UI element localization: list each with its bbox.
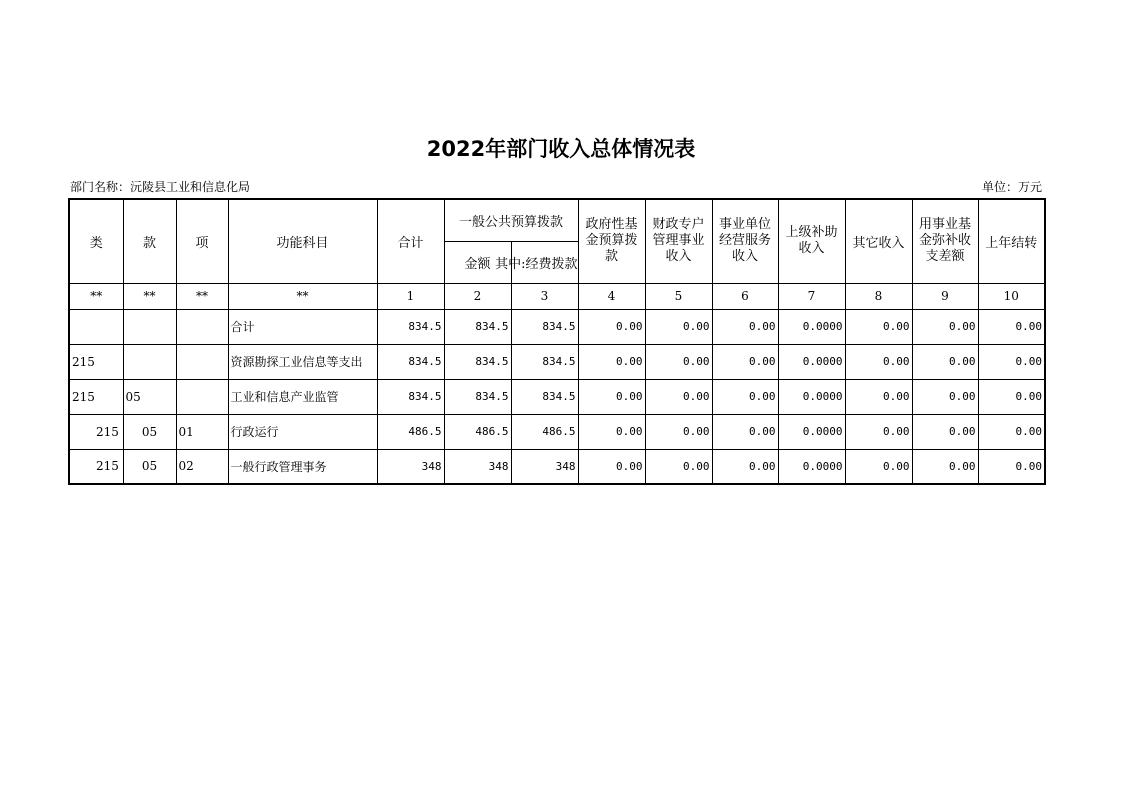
cell-total: 834.5 xyxy=(377,309,444,344)
cell-col9: 0.00 xyxy=(912,344,978,379)
cell-col6: 0.00 xyxy=(712,344,778,379)
cell-funding: 834.5 xyxy=(511,344,578,379)
cell-col10: 0.00 xyxy=(978,309,1045,344)
cell-col5: 0.00 xyxy=(645,344,712,379)
header-kuan: 款 xyxy=(123,199,176,283)
table-row xyxy=(69,414,1045,449)
cell-col7: 0.0000 xyxy=(778,414,845,449)
cell-lei xyxy=(69,309,123,344)
index-cell: 4 xyxy=(578,283,645,309)
cell-col4: 0.00 xyxy=(578,344,645,379)
cell-kuan xyxy=(123,309,176,344)
cell-function-name: 资源勘探工业信息等支出 xyxy=(228,344,377,379)
cell-kuan: 05 xyxy=(123,449,176,484)
cell-lei: 215 xyxy=(69,414,123,449)
cell-col8: 0.00 xyxy=(845,414,912,449)
header-reserve-fund: 用事业基金弥补收支差额 xyxy=(912,199,978,283)
cell-col4: 0.00 xyxy=(578,449,645,484)
cell-col8: 0.00 xyxy=(845,344,912,379)
cell-funding: 834.5 xyxy=(511,309,578,344)
index-cell: 9 xyxy=(912,283,978,309)
cell-col10: 0.00 xyxy=(978,379,1045,414)
header-function-subject: 功能科目 xyxy=(228,199,377,283)
index-cell: 3 xyxy=(511,283,578,309)
header-xiang: 项 xyxy=(176,199,228,283)
table-row xyxy=(69,449,1045,484)
cell-kuan: 05 xyxy=(123,379,176,414)
header-funding xyxy=(495,241,578,283)
cell-total: 348 xyxy=(377,449,444,484)
cell-amount: 834.5 xyxy=(444,309,511,344)
cell-col5: 0.00 xyxy=(645,414,712,449)
cell-xiang: 01 xyxy=(176,414,228,449)
cell-col7: 0.0000 xyxy=(778,449,845,484)
index-cell: 6 xyxy=(712,283,778,309)
cell-total: 486.5 xyxy=(377,414,444,449)
cell-col8: 0.00 xyxy=(845,309,912,344)
report-title: 2022年部门收入总体情况表 xyxy=(426,137,696,161)
cell-funding: 834.5 xyxy=(511,379,578,414)
cell-total: 834.5 xyxy=(377,379,444,414)
cell-col9: 0.00 xyxy=(912,309,978,344)
cell-col9: 0.00 xyxy=(912,449,978,484)
cell-col6: 0.00 xyxy=(712,379,778,414)
table-row xyxy=(69,309,1045,344)
cell-function-name: 工业和信息产业监管 xyxy=(228,379,377,414)
index-cell: 8 xyxy=(845,283,912,309)
header-funding-text: 其中:经费拨款 xyxy=(495,256,578,272)
cell-xiang xyxy=(176,344,228,379)
table-row xyxy=(69,344,1045,379)
cell-lei: 215 xyxy=(69,449,123,484)
index-cell: 5 xyxy=(645,283,712,309)
cell-col7: 0.0000 xyxy=(778,379,845,414)
cell-col4: 0.00 xyxy=(578,379,645,414)
header-amount: 金额 xyxy=(444,241,511,283)
index-cell: 10 xyxy=(978,283,1045,309)
cell-col8: 0.00 xyxy=(845,449,912,484)
header-gov-fund: 政府性基金预算拨款 xyxy=(578,199,645,283)
cell-col7: 0.0000 xyxy=(778,309,845,344)
cell-col5: 0.00 xyxy=(645,309,712,344)
index-cell: ** xyxy=(176,283,228,309)
cell-amount: 834.5 xyxy=(444,344,511,379)
header-lei: 类 xyxy=(69,199,123,283)
cell-col4: 0.00 xyxy=(578,309,645,344)
table-row xyxy=(69,379,1045,414)
cell-col10: 0.00 xyxy=(978,449,1045,484)
cell-col8: 0.00 xyxy=(845,379,912,414)
header-total: 合计 xyxy=(377,199,444,283)
cell-col10: 0.00 xyxy=(978,344,1045,379)
cell-col5: 0.00 xyxy=(645,379,712,414)
cell-kuan: 05 xyxy=(123,414,176,449)
header-general-budget: 一般公共预算拨款 xyxy=(444,199,578,241)
index-cell: 7 xyxy=(778,283,845,309)
cell-col10: 0.00 xyxy=(978,414,1045,449)
cell-col4: 0.00 xyxy=(578,414,645,449)
index-cell: 1 xyxy=(377,283,444,309)
cell-funding: 348 xyxy=(511,449,578,484)
header-last-year: 上年结转 xyxy=(978,199,1045,283)
header-superior-subsidy: 上级补助收入 xyxy=(778,199,845,283)
cell-amount: 348 xyxy=(444,449,511,484)
cell-col6: 0.00 xyxy=(712,309,778,344)
index-row xyxy=(69,283,1045,309)
header-finance-special: 财政专户管理事业收入 xyxy=(645,199,712,283)
index-cell: ** xyxy=(228,283,377,309)
cell-col9: 0.00 xyxy=(912,379,978,414)
cell-kuan xyxy=(123,344,176,379)
cell-amount: 486.5 xyxy=(444,414,511,449)
cell-col6: 0.00 xyxy=(712,414,778,449)
index-cell: ** xyxy=(69,283,123,309)
cell-col7: 0.0000 xyxy=(778,344,845,379)
index-cell: 2 xyxy=(444,283,511,309)
income-table xyxy=(68,198,1046,485)
unit-label: 单位：万元 xyxy=(981,180,1042,194)
cell-col9: 0.00 xyxy=(912,414,978,449)
cell-xiang xyxy=(176,309,228,344)
cell-amount: 834.5 xyxy=(444,379,511,414)
department-name: 部门名称：沅陵县工业和信息化局 xyxy=(70,180,251,194)
cell-col5: 0.00 xyxy=(645,449,712,484)
cell-col6: 0.00 xyxy=(712,449,778,484)
header-other-income: 其它收入 xyxy=(845,199,912,283)
index-cell: ** xyxy=(123,283,176,309)
cell-funding: 486.5 xyxy=(511,414,578,449)
header-business-income: 事业单位经营服务收入 xyxy=(712,199,778,283)
cell-lei: 215 xyxy=(69,379,123,414)
cell-function-name: 一般行政管理事务 xyxy=(228,449,377,484)
cell-xiang xyxy=(176,379,228,414)
cell-xiang: 02 xyxy=(176,449,228,484)
cell-lei: 215 xyxy=(69,344,123,379)
cell-total: 834.5 xyxy=(377,344,444,379)
cell-function-name: 行政运行 xyxy=(228,414,377,449)
cell-function-name: 合计 xyxy=(228,309,377,344)
